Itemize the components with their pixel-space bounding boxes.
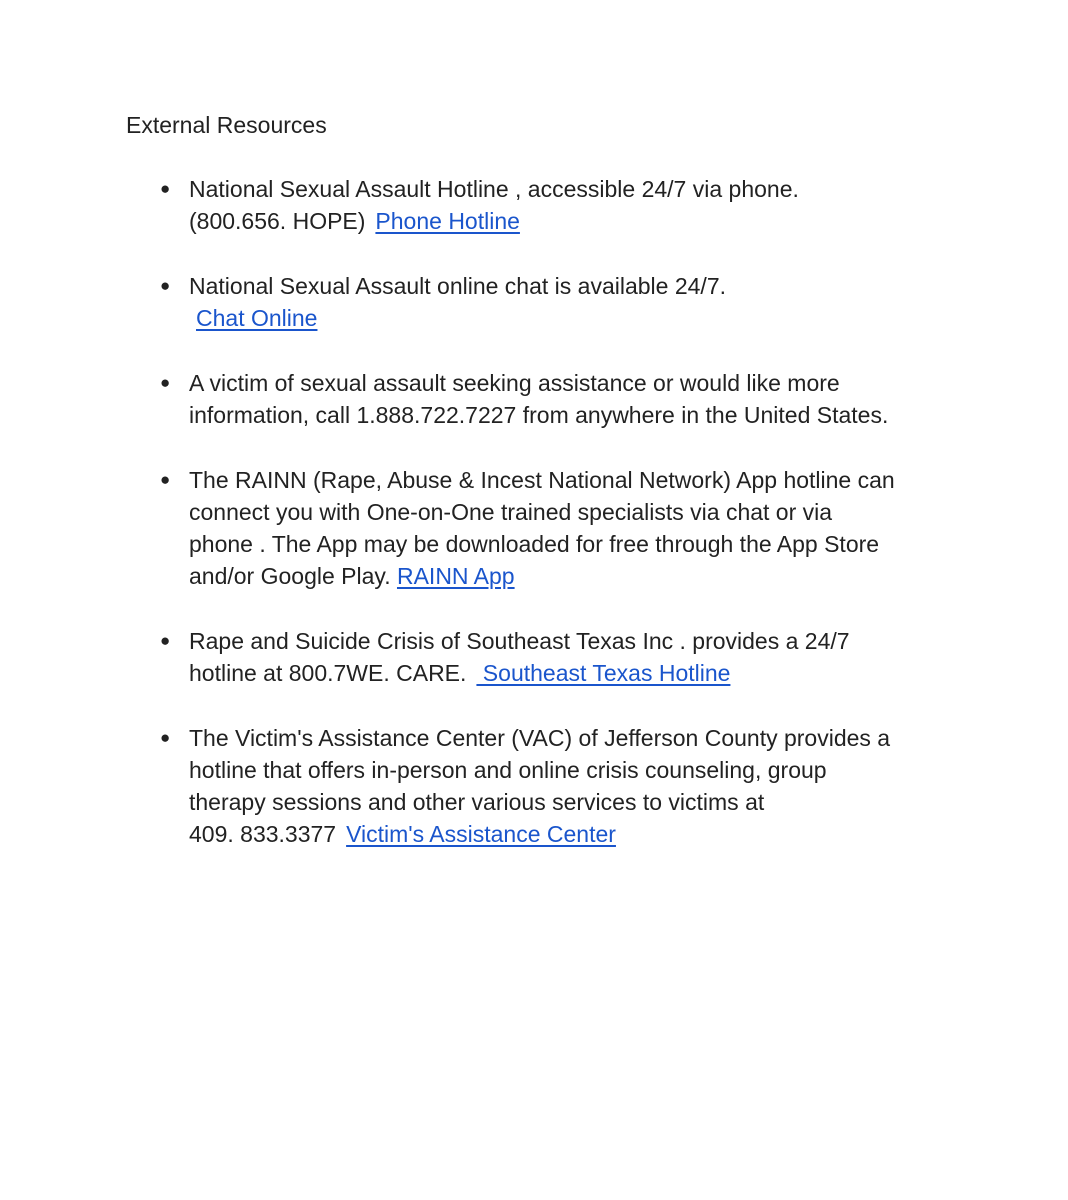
resource-item-rainn-app <box>160 464 960 592</box>
resource-text-line: (800.656. HOPE) <box>189 208 366 234</box>
resource-list <box>160 173 960 883</box>
bullet-icon: ● <box>160 276 171 295</box>
resource-item-victim-info <box>160 367 960 431</box>
page-title: External Resources <box>126 112 327 138</box>
resource-text-line: The Victim's Assistance Center (VAC) of Jefferson County provides a <box>189 725 891 751</box>
rainn-app-link[interactable]: RAINN App <box>396 563 515 589</box>
resource-item-southeast-texas <box>160 625 960 689</box>
resource-text-line: connect you with One-on-One trained specialists via chat or via <box>189 499 833 525</box>
resource-text-line: information, call 1.888.722.7227 from anywhere in the United States. <box>189 402 889 428</box>
resource-text-line: 409. 833.3377 <box>189 821 337 847</box>
resource-text-line: phone . The App may be downloaded for free through the App Store <box>189 531 880 557</box>
bullet-icon: ● <box>160 631 171 650</box>
resource-text-line: National Sexual Assault Hotline , accessible 24/7 via phone. <box>189 176 799 202</box>
resource-text-line: Rape and Suicide Crisis of Southeast Texas Inc . provides a 24/7 <box>189 628 850 654</box>
resource-item-phone-hotline <box>160 173 960 237</box>
bullet-icon: ● <box>160 373 171 392</box>
resource-item-chat-online <box>160 270 960 334</box>
victims-assistance-center-link[interactable]: Victim's Assistance Center <box>346 821 616 847</box>
bullet-icon: ● <box>160 470 171 489</box>
resource-text-line: hotline that offers in-person and online crisis counseling, group <box>189 757 827 783</box>
resource-item-vac <box>160 722 960 850</box>
phone-hotline-link[interactable]: Phone Hotline <box>375 208 520 234</box>
bullet-icon: ● <box>160 728 171 747</box>
resource-text-line: therapy sessions and other various services to victims at <box>189 789 765 815</box>
resource-text-line: The RAINN (Rape, Abuse & Incest National Network) App hotline can <box>189 467 895 493</box>
bullet-icon: ● <box>160 179 171 198</box>
chat-online-link[interactable]: Chat Online <box>196 305 318 331</box>
resource-text-line: and/or Google Play. <box>189 563 391 589</box>
resource-text-line: A victim of sexual assault seeking assistance or would like more <box>189 370 840 396</box>
southeast-texas-hotline-link[interactable]: Southeast Texas Hotline <box>476 660 731 686</box>
resource-text-line: National Sexual Assault online chat is available 24/7. <box>189 273 727 299</box>
resource-text-line: hotline at 800.7WE. CARE. <box>189 660 467 686</box>
